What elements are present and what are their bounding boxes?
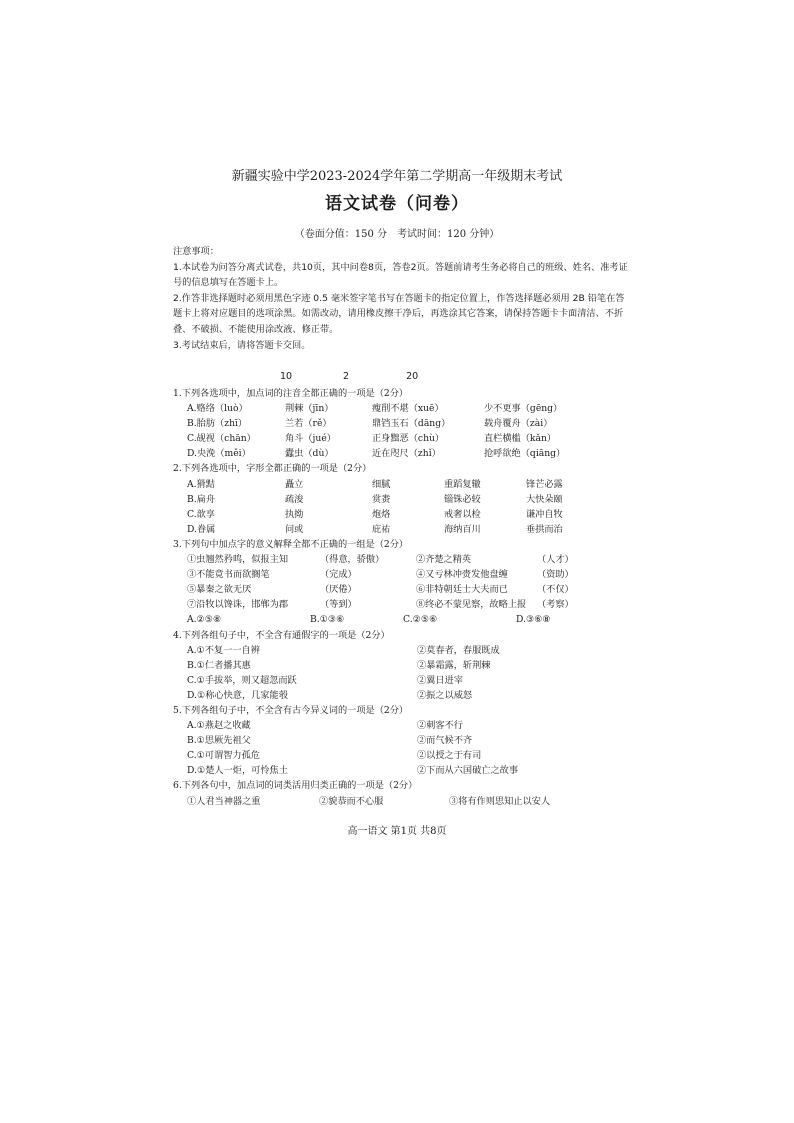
option-item: 蠹虫（dù） [285, 448, 334, 460]
score-value: 20 [406, 371, 419, 382]
question-2-stem: 2.下列各选项中，字形全都正确的一项是（2分） [173, 463, 372, 475]
question-2-option-row [173, 507, 643, 522]
question-5-option-row [173, 748, 643, 763]
option-item: B.扁舟 [187, 493, 216, 505]
sentence-item: ③将有作则思知止以安人 [449, 795, 551, 807]
option-item: 矗立 [285, 478, 304, 490]
question-3-stem: 3.下列句中加点字的意义解释全都不正确的一组是（2分） [173, 538, 409, 550]
question-1-option-row [173, 431, 643, 446]
option-item: 正身黜恶（chù） [372, 433, 445, 445]
option-item: ②而气候不齐 [417, 735, 473, 747]
option-item: 庇祐 [372, 523, 391, 535]
option-item: ②莫春者，春服既成 [417, 644, 500, 656]
question-2-option-row [173, 492, 643, 507]
note-item-1: 1.本试卷为问答分离式试卷，共10页，其中问卷8页，答卷2页。答题前请考生务必将自己的班级、姓名、准考证号的信息填写在答题卡上。 [173, 261, 628, 289]
question-3-options [173, 612, 643, 627]
option-item: B.胎肪（zhī） [187, 418, 248, 430]
option-item: D.①称心快意，几家能彀 [187, 689, 288, 701]
option-item: 直栏横槛（kǎn） [484, 433, 557, 445]
question-5-stem: 5.下列各组句子中，不全含有古今异义词的一项是（2分） [173, 704, 409, 716]
note-item-2: 2.作答非选择题时必须用黑色字迹 0.5 毫米签字笔书写在答题卡的指定位置上，作答选择题必须用 2B 铅笔在答题卡上将对应题目的选项涂黑。如需改动，请用橡皮擦干净后，再选涂其它答案，请保持答题卡卡面清洁、不折叠、不破损、不能使用涂改液、修正带。 [173, 292, 625, 335]
option-item: A.①不复一一自辨 [187, 644, 260, 656]
option-item: A.猾黠 [187, 478, 215, 490]
meaning-item: （资助） [537, 569, 574, 581]
sentence-item: ⑦沿牧以馋诛，邯郸为郡 [187, 599, 289, 611]
option-item: 赏赉 [372, 493, 391, 505]
meaning-item: （考察） [537, 599, 574, 611]
question-5-option-row [173, 733, 643, 748]
question-3-item-row [173, 597, 643, 612]
answer-option: A.②⑤⑧ [187, 614, 222, 626]
meaning-item: （等到） [320, 599, 357, 611]
score-value: 2 [343, 371, 350, 382]
option-item: C.①可谓智力孤危 [187, 750, 260, 762]
option-item: 大快朵颐 [526, 493, 563, 505]
option-item: 抢呼欲绝（qiāng） [484, 448, 566, 460]
sentence-item: ①虫翘然矜鸣，似报主知 [187, 554, 289, 566]
question-2-option-row [173, 477, 643, 492]
score-row [280, 371, 418, 382]
question-5-option-row [173, 718, 643, 733]
option-item: D.眷属 [187, 523, 216, 535]
question-5-option-row [173, 763, 643, 778]
answer-option: D.③⑥⑧ [516, 614, 551, 626]
note-item-3: 3.考试结束后，请将答题卡交回。 [173, 339, 311, 351]
question-4-option-row [173, 658, 643, 673]
meaning-item: （完成） [320, 569, 357, 581]
meaning-item: （不仅） [537, 584, 574, 596]
question-1-option-row [173, 416, 643, 431]
option-item: C.①手拔举，则又超忽而跃 [187, 674, 297, 686]
option-item: 兰若（rě） [285, 418, 332, 430]
option-item: 瘦削不堪（xuē） [372, 403, 444, 415]
sentence-item: ⑥非特朝廷士大夫而已 [416, 584, 508, 596]
option-item: C.歆享 [187, 508, 215, 520]
option-item: 炮烙 [372, 508, 391, 520]
question-1-option-row [173, 446, 643, 461]
question-3-item-row [173, 552, 643, 567]
sentence-item: ⑧终必不蒙见察，故略上报 [416, 599, 527, 611]
answer-option: B.①③⑥ [310, 614, 345, 626]
option-item: ②刺客不行 [417, 720, 463, 732]
option-item: B.①仁者播其惠 [187, 659, 251, 671]
option-item: 戒奢以检 [444, 508, 481, 520]
option-item: 角斗（jué） [285, 433, 336, 445]
question-6-stem: 6.下列各句中，加点词的词类活用归类正确的一项是（2分） [173, 780, 418, 792]
option-item: 少不更事（gēng） [484, 403, 563, 415]
notes-heading: 注意事项： [173, 246, 219, 257]
sentence-item: ①人君当神器之重 [187, 795, 261, 807]
option-item: D.①楚人一炬，可怜焦土 [187, 765, 288, 777]
option-item: ②下而从六国破亡之故事 [417, 765, 519, 777]
option-item: 垂拱而治 [526, 523, 563, 535]
option-item: 近在咫尺（zhǐ） [372, 448, 441, 460]
score-value: 10 [280, 371, 293, 382]
question-3-item-row [173, 582, 643, 597]
option-item: A.赂络（luò） [187, 403, 248, 415]
option-item: ②以授之于有司 [417, 750, 482, 762]
option-item: B.①思厥先祖父 [187, 735, 251, 747]
option-item: 荆棘（jīn） [285, 403, 334, 415]
meaning-item: （得意，骄傲） [320, 554, 385, 566]
option-item: 执拗 [285, 508, 304, 520]
notes-section [173, 244, 633, 353]
page-footer: 高一语文 第1页 共8页 [347, 826, 447, 837]
option-item: A.①燕赵之收藏 [187, 720, 251, 732]
option-item: ②暴霜露，斩荆棘 [417, 659, 491, 671]
option-item: 细腻 [372, 478, 391, 490]
option-item: D.央浼（měi） [187, 448, 251, 460]
question-4-stem: 4.下列各组句子中，不全含有通假字的一项是（2分） [173, 629, 390, 641]
meaning-item: （人才） [537, 554, 574, 566]
option-item: ②振之以威怒 [417, 689, 473, 701]
option-item: 鼎铛玉石（dāng） [372, 418, 451, 430]
question-6-item-row [173, 794, 643, 809]
option-item: C.觇视（chān） [187, 433, 256, 445]
option-item: 重蹈复辙 [444, 478, 481, 490]
option-item: 问或 [285, 523, 304, 535]
option-item: 锋芒必露 [526, 478, 563, 490]
question-4-option-row [173, 643, 643, 658]
question-1-stem: 1.下列各选项中，加点词的注音全都正确的一项是（2分） [173, 388, 409, 399]
meaning-item: （厌倦） [320, 584, 357, 596]
option-item: 载舟覆舟（zài） [484, 418, 553, 430]
sentence-item: ④又亏林冲赍发他盘缠 [416, 569, 508, 581]
sentence-item: ③不能竟书而欲搁笔 [187, 569, 270, 581]
exam-subtitle: 语文试卷（问卷） [325, 194, 469, 214]
option-item: 海纳百川 [444, 523, 481, 535]
questions-section [173, 386, 643, 809]
option-item: 锱铢必较 [444, 493, 481, 505]
question-3-item-row [173, 567, 643, 582]
option-item: ②翼日进宰 [417, 674, 463, 686]
sentence-item: ②貌恭而不心服 [319, 795, 384, 807]
exam-title: 新疆实验中学2023-2024学年第二学期高一年级期末考试 [231, 169, 563, 184]
sentence-item: ⑤暴秦之欲无厌 [187, 584, 252, 596]
question-4-option-row [173, 673, 643, 688]
sentence-item: ②齐楚之精英 [416, 554, 472, 566]
option-item: 谦冲自牧 [526, 508, 563, 520]
question-2-option-row [173, 522, 643, 537]
question-4-option-row [173, 688, 643, 703]
option-item: 疏浚 [285, 493, 304, 505]
exam-meta: （卷面分值：150 分 考试时间：120 分钟） [294, 229, 500, 240]
answer-option: C.②⑤⑥ [403, 614, 438, 626]
question-1-option-row [173, 401, 643, 416]
